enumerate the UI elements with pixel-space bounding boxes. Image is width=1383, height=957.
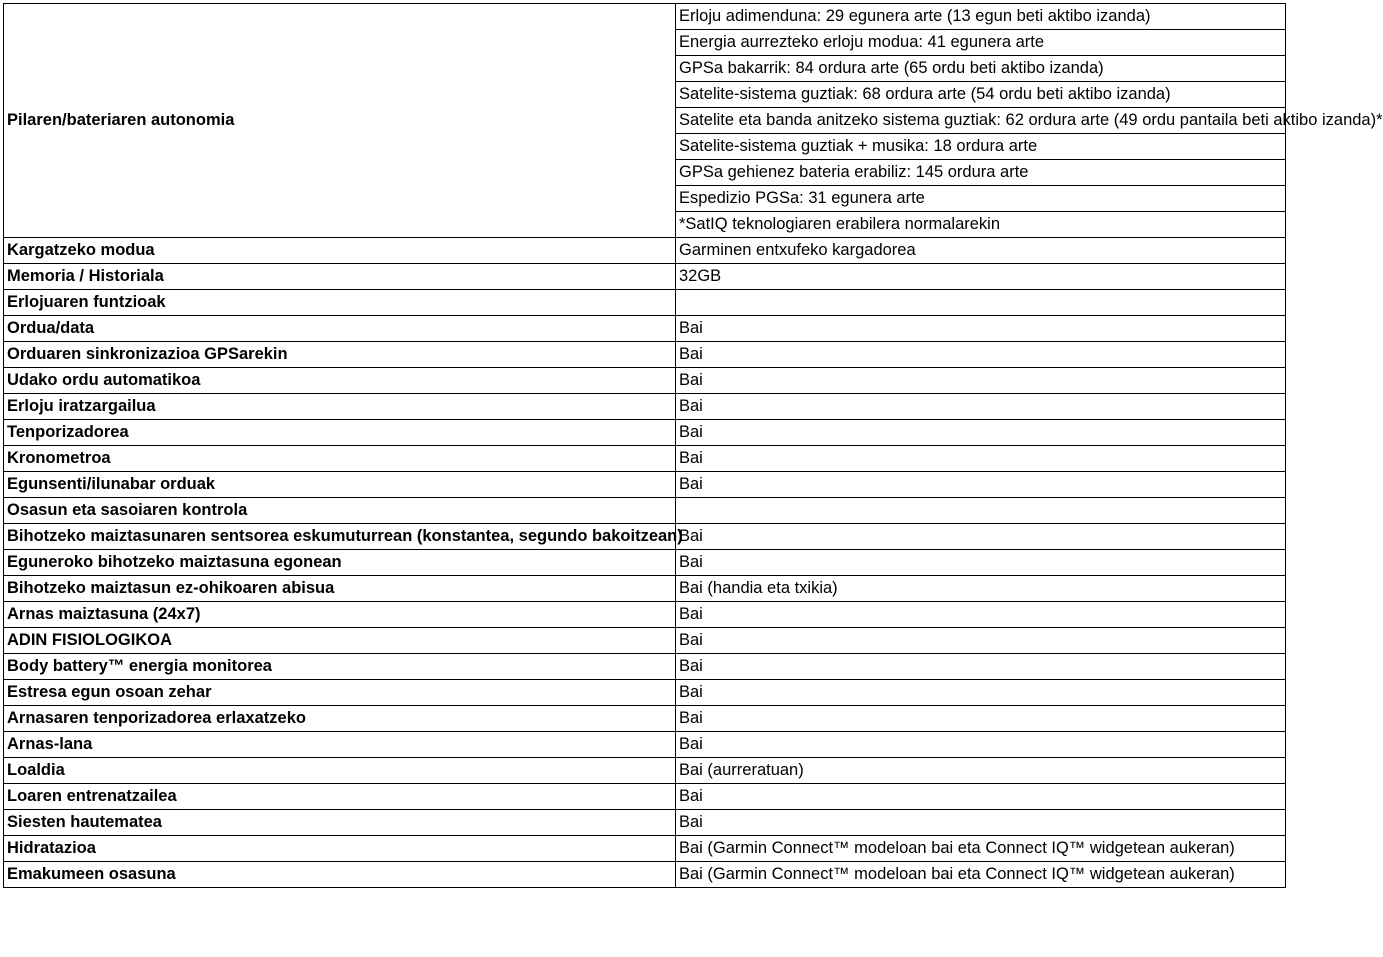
table-row <box>4 290 1286 316</box>
table-row <box>4 316 1286 342</box>
row-value: Bai <box>676 394 1286 420</box>
table-row <box>4 602 1286 628</box>
row-value: Bai <box>676 810 1286 836</box>
row-value: Garminen entxufeko kargadorea <box>676 238 1286 264</box>
row-value: Bai <box>676 602 1286 628</box>
row-value: Bai (handia eta txikia) <box>676 576 1286 602</box>
row-value <box>676 498 1286 524</box>
row-label: Tenporizadorea <box>4 420 676 446</box>
row-label: Emakumeen osasuna <box>4 862 676 888</box>
battery-value: Energia aurrezteko erloju modua: 41 egunera arte <box>676 30 1286 56</box>
table-row <box>4 446 1286 472</box>
table-row <box>4 550 1286 576</box>
row-label: ADIN FISIOLOGIKOA <box>4 628 676 654</box>
row-value: Bai <box>676 446 1286 472</box>
row-value: Bai <box>676 368 1286 394</box>
table-row <box>4 342 1286 368</box>
row-label: Bihotzeko maiztasunaren sentsorea eskumuturrean (konstantea, segundo bakoitzean) <box>4 524 676 550</box>
row-label: Kronometroa <box>4 446 676 472</box>
battery-value: Satelite-sistema guztiak + musika: 18 ordura arte <box>676 134 1286 160</box>
table-row <box>4 628 1286 654</box>
table-row <box>4 4 1286 30</box>
row-value: Bai <box>676 420 1286 446</box>
table-row <box>4 238 1286 264</box>
row-label: Arnasaren tenporizadorea erlaxatzeko <box>4 706 676 732</box>
row-value: Bai <box>676 654 1286 680</box>
spec-table <box>3 3 1383 888</box>
row-label: Hidratazioa <box>4 836 676 862</box>
table-row <box>4 576 1286 602</box>
row-value <box>676 290 1286 316</box>
battery-label: Pilaren/bateriaren autonomia <box>4 4 676 238</box>
row-label: Orduaren sinkronizazioa GPSarekin <box>4 342 676 368</box>
row-label: Egunsenti/ilunabar orduak <box>4 472 676 498</box>
row-value: Bai (Garmin Connect™ modeloan bai eta Connect IQ™ widgetean aukeran) <box>676 836 1286 862</box>
table-row <box>4 368 1286 394</box>
battery-value: *SatIQ teknologiaren erabilera normalarekin <box>676 212 1286 238</box>
row-value: Bai <box>676 732 1286 758</box>
table-row <box>4 810 1286 836</box>
row-value: Bai (Garmin Connect™ modeloan bai eta Connect IQ™ widgetean aukeran) <box>676 862 1286 888</box>
row-label: Ordua/data <box>4 316 676 342</box>
section-label: Erlojuaren funtzioak <box>4 290 676 316</box>
row-label: Eguneroko bihotzeko maiztasuna egonean <box>4 550 676 576</box>
battery-value: GPSa bakarrik: 84 ordura arte (65 ordu beti aktibo izanda) <box>676 56 1286 82</box>
row-label: Arnas-lana <box>4 732 676 758</box>
row-label: Siesten hautematea <box>4 810 676 836</box>
battery-value: GPSa gehienez bateria erabiliz: 145 ordura arte <box>676 160 1286 186</box>
row-value: Bai <box>676 550 1286 576</box>
table-row <box>4 394 1286 420</box>
battery-value: Erloju adimenduna: 29 egunera arte (13 egun beti aktibo izanda) <box>676 4 1286 30</box>
row-label: Kargatzeko modua <box>4 238 676 264</box>
row-value: Bai (aurreratuan) <box>676 758 1286 784</box>
table-row <box>4 472 1286 498</box>
table-row <box>4 784 1286 810</box>
row-value: Bai <box>676 680 1286 706</box>
table-row <box>4 264 1286 290</box>
row-label: Arnas maiztasuna (24x7) <box>4 602 676 628</box>
section-label: Osasun eta sasoiaren kontrola <box>4 498 676 524</box>
table-row <box>4 732 1286 758</box>
table-row <box>4 706 1286 732</box>
table-row <box>4 758 1286 784</box>
row-label: Loaldia <box>4 758 676 784</box>
row-value: Bai <box>676 784 1286 810</box>
battery-value: Satelite-sistema guztiak: 68 ordura arte (54 ordu beti aktibo izanda) <box>676 82 1286 108</box>
table-row <box>4 420 1286 446</box>
row-label: Body battery™ energia monitorea <box>4 654 676 680</box>
table-row <box>4 498 1286 524</box>
row-value: Bai <box>676 316 1286 342</box>
row-label: Loaren entrenatzailea <box>4 784 676 810</box>
table-row <box>4 836 1286 862</box>
row-value: Bai <box>676 628 1286 654</box>
table-row <box>4 654 1286 680</box>
table-row <box>4 524 1286 550</box>
table-row <box>4 680 1286 706</box>
row-label: Estresa egun osoan zehar <box>4 680 676 706</box>
battery-value: Espedizio PGSa: 31 egunera arte <box>676 186 1286 212</box>
row-value: Bai <box>676 706 1286 732</box>
row-value: Bai <box>676 472 1286 498</box>
row-value: 32GB <box>676 264 1286 290</box>
row-value: Bai <box>676 342 1286 368</box>
row-value: Bai <box>676 524 1286 550</box>
row-label: Bihotzeko maiztasun ez-ohikoaren abisua <box>4 576 676 602</box>
row-label: Memoria / Historiala <box>4 264 676 290</box>
row-label: Erloju iratzargailua <box>4 394 676 420</box>
table-row <box>4 862 1286 888</box>
row-label: Udako ordu automatikoa <box>4 368 676 394</box>
battery-value: Satelite eta banda anitzeko sistema guztiak: 62 ordura arte (49 ordu pantaila beti aktibo izanda)* <box>676 108 1286 134</box>
